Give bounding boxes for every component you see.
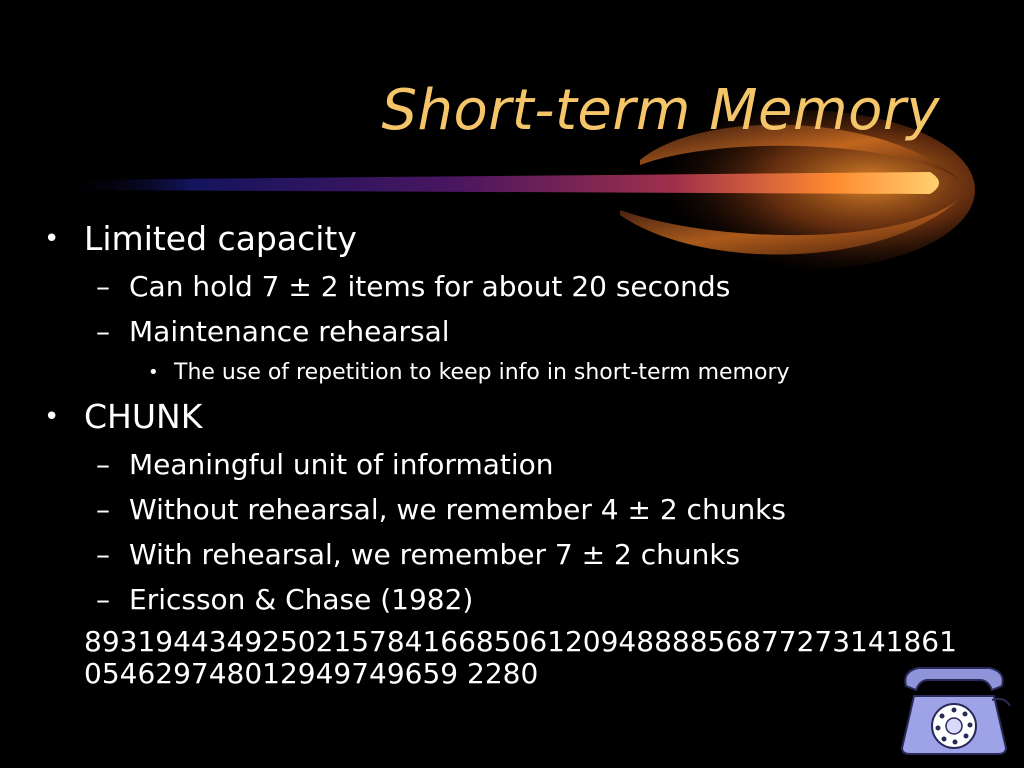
sub-bullet-text: Maintenance rehearsal	[129, 315, 450, 348]
bullet-dash: –	[96, 315, 110, 348]
rotary-telephone-icon	[892, 656, 1016, 760]
sub-sub-bullet-repetition	[44, 354, 984, 392]
bullet-dash: –	[96, 538, 110, 571]
digit-sequence: 8931944349250215784166850612094888856877273141861054629748012949749659 2280	[84, 625, 957, 690]
bullet-dash: –	[96, 493, 110, 526]
bullet-limited-capacity	[44, 214, 984, 264]
sub-bullet-text: Can hold 7 ± 2 items for about 20 seconds	[129, 270, 731, 303]
sub-bullet-maintenance	[44, 309, 984, 354]
sub-sub-bullet-text: The use of repetition to keep info in short-term memory	[174, 360, 790, 385]
sub-bullet-text: Ericsson & Chase (1982)	[129, 583, 474, 616]
slide-content	[44, 214, 984, 690]
sub-bullet-capacity	[44, 264, 984, 309]
sub-bullet-text: Without rehearsal, we remember 4 ± 2 chunks	[129, 493, 786, 526]
sub-bullet-with-rehearsal	[44, 532, 984, 577]
bullet-dash: –	[96, 270, 110, 303]
bullet-dot: •	[148, 362, 159, 383]
bullet-chunk	[44, 392, 984, 442]
sub-bullet-meaningful-unit	[44, 442, 984, 487]
sub-bullet-without-rehearsal	[44, 487, 984, 532]
bullet-text: CHUNK	[84, 397, 203, 436]
bullet-dash: –	[96, 583, 110, 616]
bullet-dash: –	[96, 448, 110, 481]
sub-bullet-text: Meaningful unit of information	[129, 448, 554, 481]
bullet-text: Limited capacity	[84, 219, 357, 258]
sub-bullet-citation	[44, 577, 984, 622]
sub-bullet-text: With rehearsal, we remember 7 ± 2 chunks	[129, 538, 741, 571]
bullet-dot: •	[44, 224, 60, 254]
slide-title: Short-term Memory	[381, 78, 940, 143]
swoosh-beam	[60, 172, 939, 194]
bullet-dot: •	[44, 402, 60, 432]
